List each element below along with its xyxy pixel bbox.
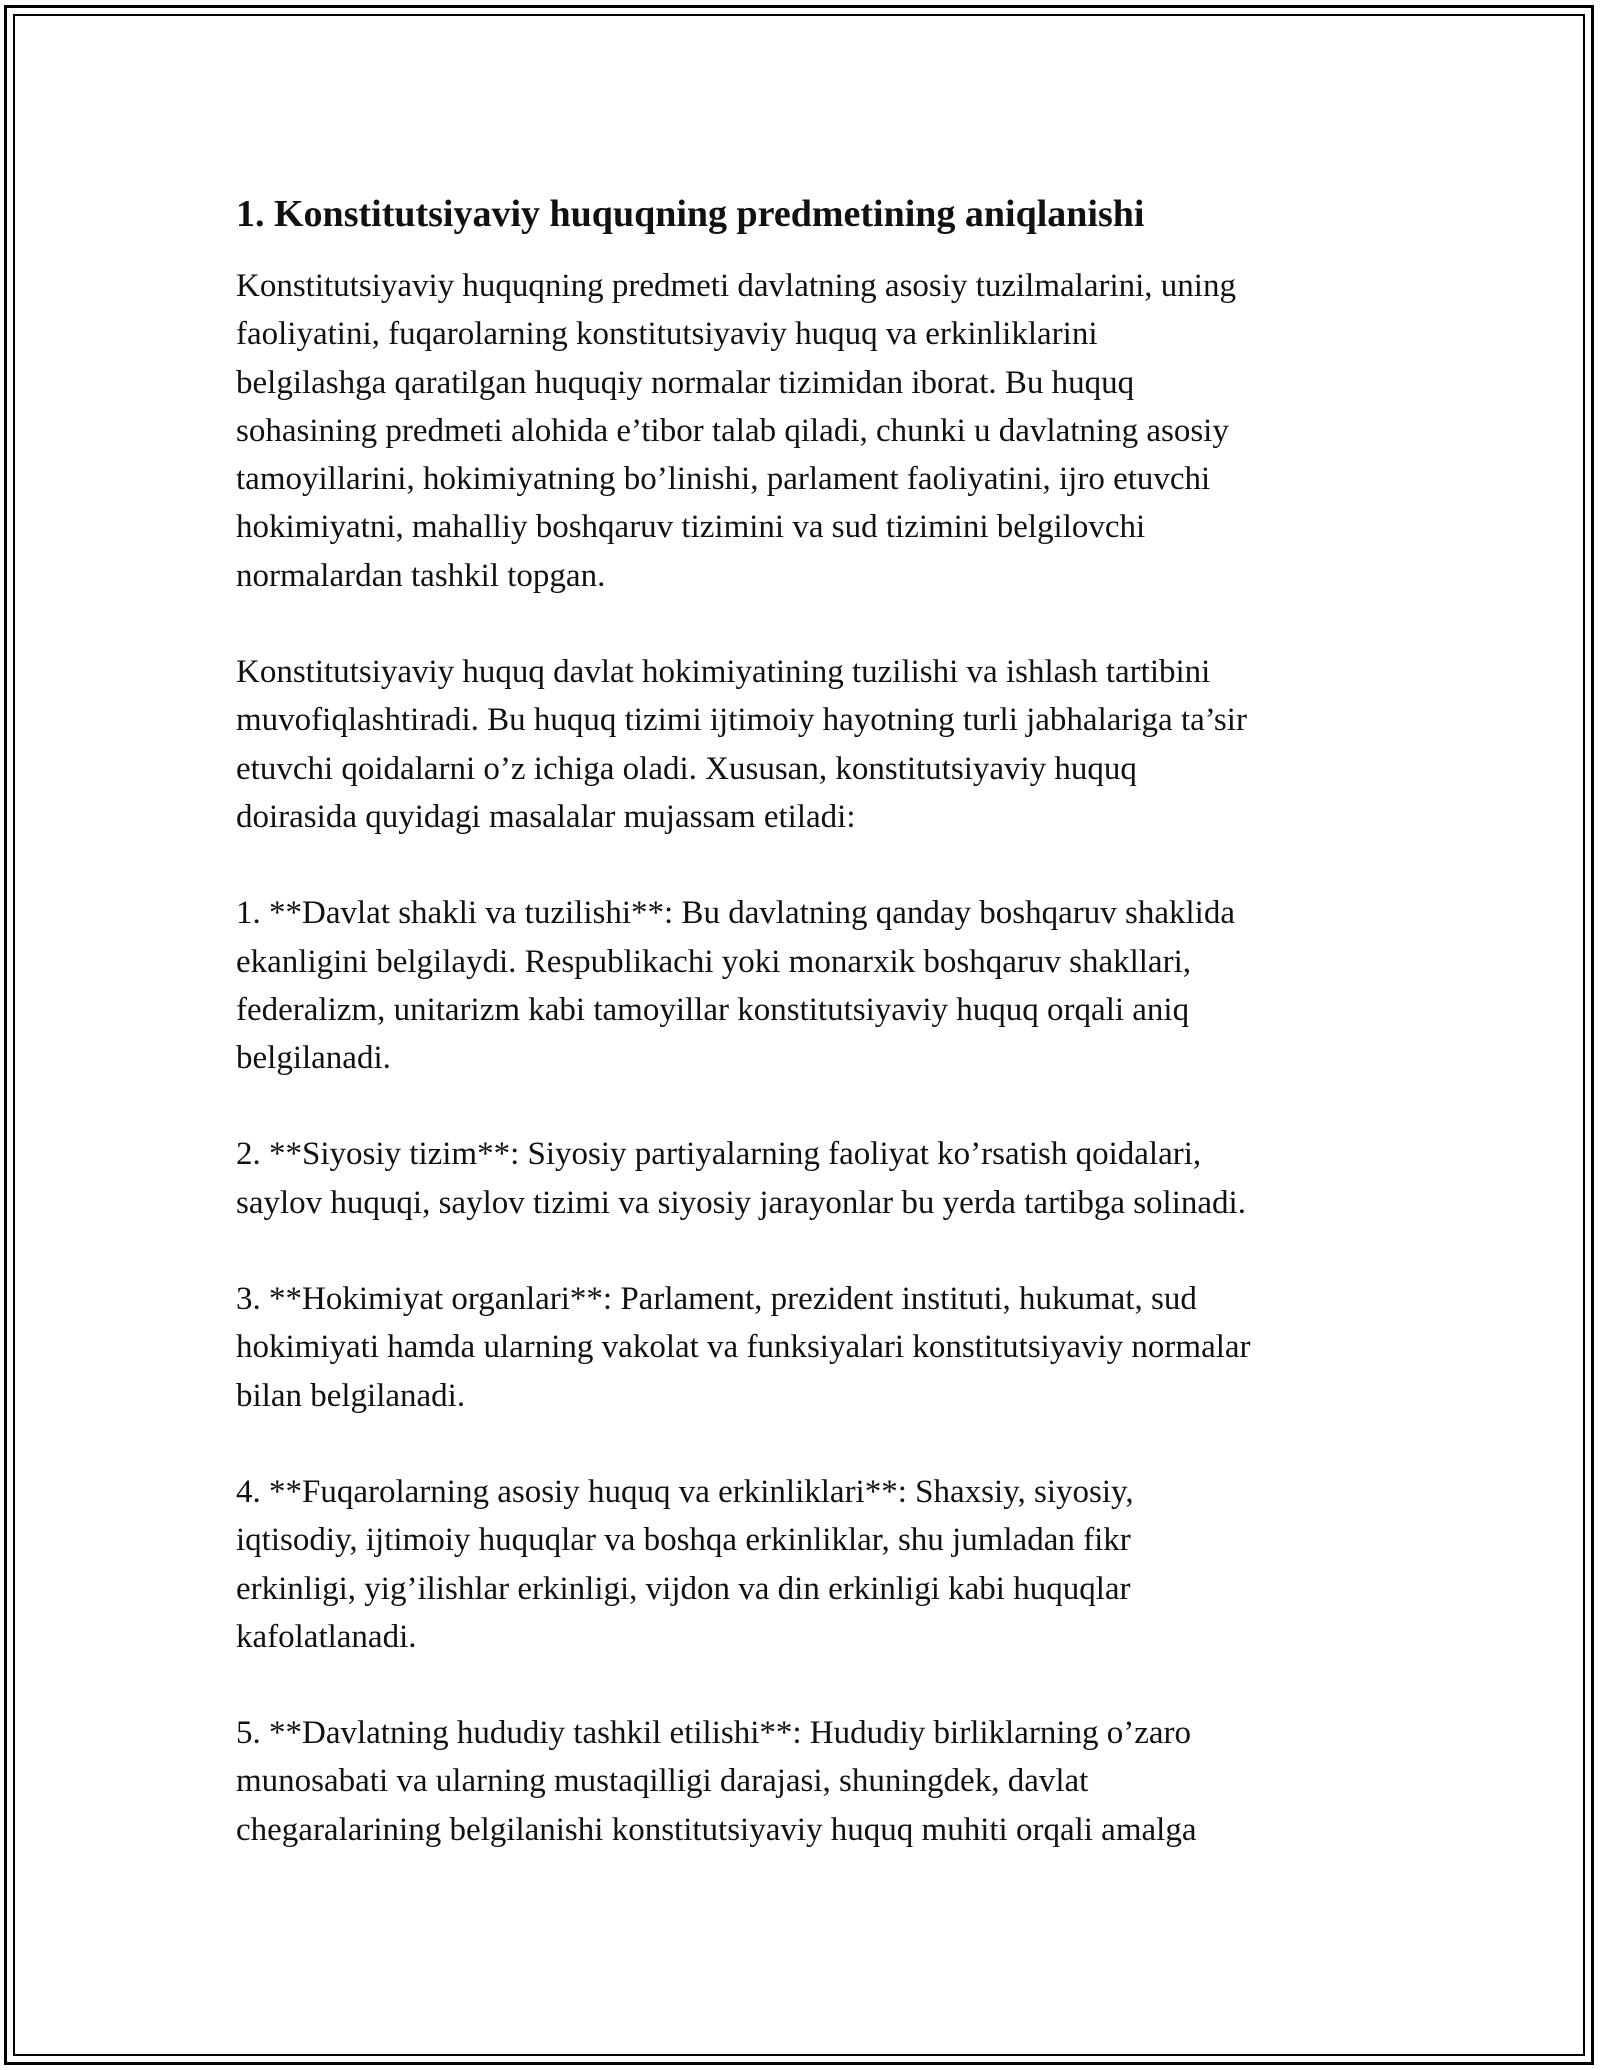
list-item-government-bodies: 3. **Hokimiyat organlari**: Parlament, prezident instituti, hukumat, sud hokimiyati hamda ularning vakolat va funksiyalari konstitutsiyaviy normalar bilan belgilanadi. — [236, 1281, 1251, 1414]
context-paragraph: Konstitutsiyaviy huquq davlat hokimiyatining tuzilishi va ishlash tartibini muvofiqlashtiradi. Bu huquq tizimi ijtimoiy hayotning turli jabhalariga ta’sir etuvchi qoidalarni o’z ichiga oladi. Xususan, konstitutsiyaviy huquq doirasida quyidagi masalalar mujassam etiladi: — [236, 654, 1247, 835]
document-content — [236, 186, 1376, 1854]
list-item-citizen-rights: 4. **Fuqarolarning asosiy huquq va erkinliklari**: Shaxsiy, siyosiy, iqtisodiy, ijtimoiy huquqlar va boshqa erkinliklar, shu jumladan fikr erkinligi, yig’ilishlar erkinligi, vijdon va din erkinligi kabi huquqlar kafolatlanadi. — [236, 1473, 1134, 1655]
list-item-state-form: 1. **Davlat shakli va tuzilishi**: Bu davlatning qanday boshqaruv shaklida ekanligini belgilaydi. Respublikachi yoki monarxik boshqaruv shakllari, federalizm, unitarizm kabi tamoyillar konstitutsiyaviy huquq orqali aniq belgilanadi. — [236, 895, 1235, 1077]
list-item-territorial-organization: 5. **Davlatning hududiy tashkil etilishi**: Hududiy birliklarning o’zaro munosabati va ularning mustaqilligi darajasi, shuningdek, davlat chegaralarining belgilanishi konstitutsiyaviy huquq muhiti orqali amalga — [236, 1715, 1197, 1848]
intro-paragraph: Konstitutsiyaviy huquqning predmeti davlatning asosiy tuzilmalarini, uning faoliyatini, fuqarolarning konstitutsiyaviy huquq va erkinliklarini belgilashga qaratilgan huquqiy normalar tizimidan iborat. Bu huquq sohasining predmeti alohida e’tibor talab qiladi, chunki u davlatning asosiy tamoyillarini, hokimiyatning bo’linishi, parlament faoliyatini, ijro etuvchi hokimiyatni, mahalliy boshqaruv tizimini va sud tizimini belgilovchi normalardan tashkil topgan. — [236, 268, 1236, 594]
list-item-political-system: 2. **Siyosiy tizim**: Siyosiy partiyalarning faoliyat ko’rsatish qoidalari, saylov huquqi, saylov tizimi va siyosiy jarayonlar bu yerda tartibga solinadi. — [236, 1136, 1246, 1221]
section-heading: 1. Konstitutsiyaviy huquqning predmetining aniqlanishi — [236, 193, 1145, 235]
